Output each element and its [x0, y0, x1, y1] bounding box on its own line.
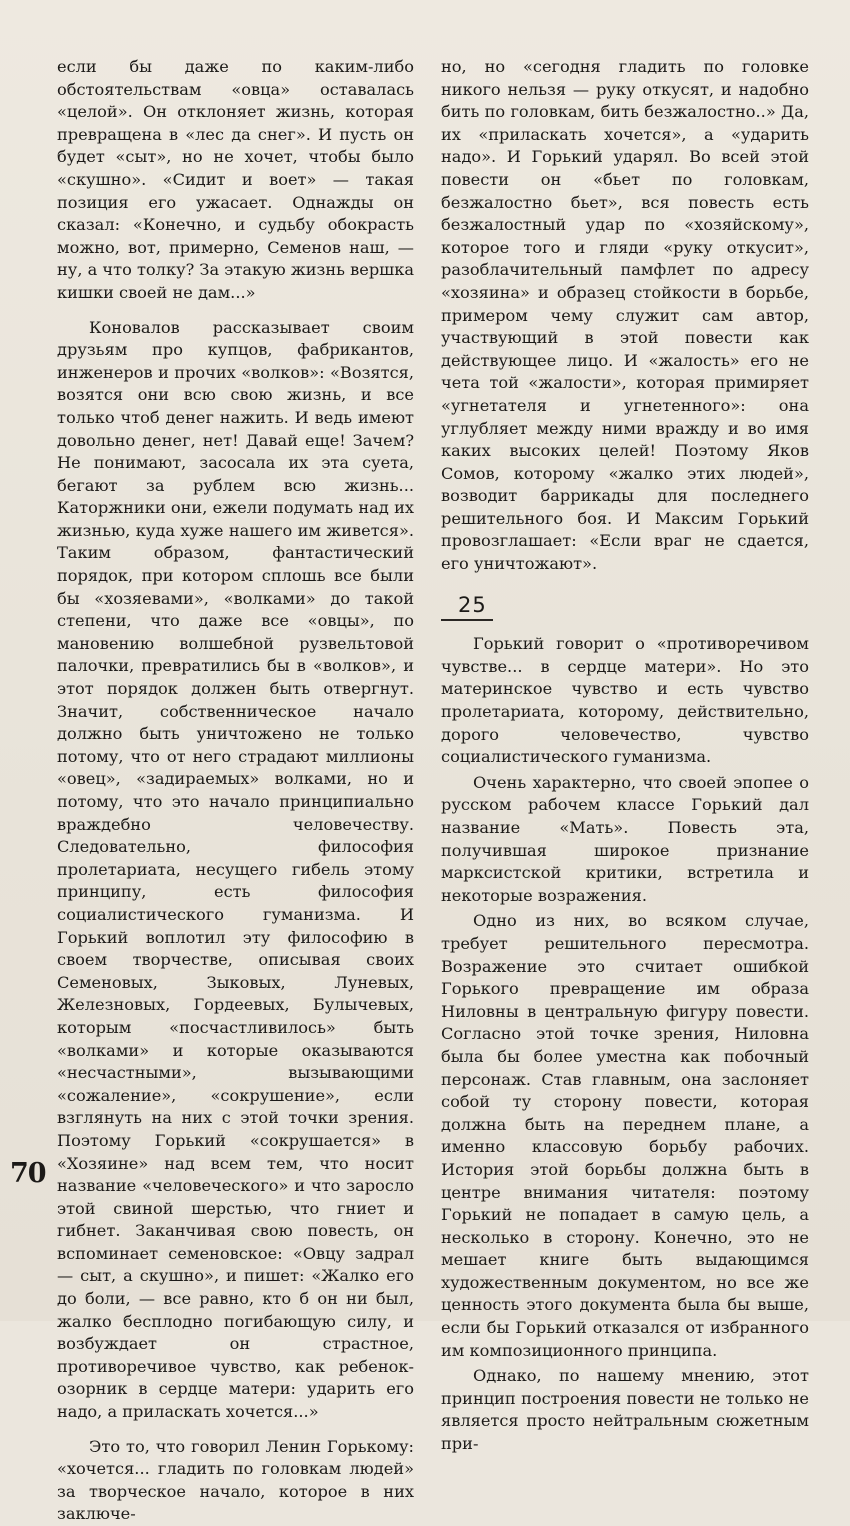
paragraph-mother-title: Очень характерно, что своей эпопее о русском рабочем классе Горький дал название «Мать». Повесть эта, получившая широкое признание марксистской критики, встретила и некоторые возражения. — [441, 772, 809, 905]
paragraph-continuation: но, но «сегодня гладить по головке никого нельзя — руку откусят, и надобно бить по головкам, бить безжалостно..» Да, их «приласкать хочется», а «ударить надо». И Горький ударял. Во всей этой повести он «бьет по головкам, безжалостно бьет», вся повесть есть безжалостный удар по «хозяйскому», которое того и гляди «руку откусит», разоблачительный памфлет по адресу «хозяина» и образец стойкости в борьбе, примером чему служит сам автор, участвующий в этой повести как действующее лицо. И «жалость» его не чета той «жалости», которая примиряет «угнетателя и угнетенного»: она углубляет между ними вражду и во имя каких высоких целей! Поэтому Яков Сомов, которому «жалко этих людей», возводит баррикады для последнего решительного боя. И Максим Горький провозглашает: «Если враг не сдается, его уничтожают». — [441, 57, 809, 574]
paragraph-lenin: Это то, что говорил Ленин Горькому: «хочется... гладить по головкам людей» за творческое начало, которое в них заключе- — [57, 1436, 414, 1524]
section-rule — [441, 619, 493, 621]
section-number: 25 — [458, 592, 487, 617]
paragraph-objection: Одно из них, во всяком случае, требует решительного пересмотра. Возражение это считает ошибкой Горького превращение им образа Ниловны в центральную фигуру повести. Согласно этой точке зрения, Ниловна была бы более уместна как побочный персонаж. Став главным, она заслоняет собой ту сторону повести, которая должна быть на переднем плане, а именно классовую борьбу рабочих. История этой борьбы должна быть в центре внимания читателя: поэтому Горький не попадает в самую цель, а несколько в сторону. Конечно, это не мешает книге быть выдающимся художественным документом, но все же ценность этого документа была бы выше, если бы Горький отказался от избранного им композиционного принципа. — [441, 911, 809, 1360]
right-column — [441, 56, 809, 1456]
paragraph-konovalov: Коновалов рассказывает своим друзьям про купцов, фабрикантов, инженеров и прочих «волков»: «Возятся, возятся они всю свою жизнь, и все только чтоб денег нажить. И ведь имеют довольно денег, нет! Давай еще! Зачем? Не понимают, засосала их эта суета, бегают за рублем всю жизнь... Каторжники они, ежели подумать над их жизнью, куда хуже нашего им живется». Таким образом, фантастический порядок, при котором сплошь все были бы «хозяевами», «волками» до такой степени, что даже все «овцы», по мановению волшебной рузвельтовой палочки, превратились бы в «волков», и этот порядок должен быть отвергнут. Значит, собственническое начало должно быть уничтожено не только потому, что от него страдают миллионы «овец», «задираемых» волками, но и потому, что это начало принципиально враждебно человечеству. Следовательно, философия пролетариата, несущего гибель этому принципу, есть философия социалистического гуманизма. И Горький воплотил эту философию в своем творчестве, описывая своих Семеновых, Зыковых, Луневых, Железновых, Гордеевых, Булычевых, которым «посчастливилось» быть «волками» и которые оказываются «несчастными», вызывающими «сожаление», «сокрушение», если взглянуть на них с этой точки зрения. Поэтому Горький «сокрушается» в «Хозяине» над всем тем, что носит название «человеческого» и что заросло этой свиной шерстью, что гниет и гибнет. Заканчивая свою повесть, он вспоминает семеновское: «Овцу задрал — сыт, а скушно», и пишет: «Жалко его до боли, — все равно, кто б он ни был, жалко бесплодно погибающую силу, и возбуждает он страстное, противоречивое чувство, как ребенок-озорник в сердце матери: ударить его надо, а приласкать хочется...» — [57, 317, 414, 1422]
paragraph-continued: если бы даже по каким-либо обстоятельствам «овца» оставалась «целой». Он отклоняет жизнь, которая превращена в «лес да снег». И пусть он будет «сыт», но не хочет, чтобы было «скушно». «Сидит и воет» — такая позиция его ужасает. Однажды он сказал: «Конечно, и судьбу обокрасть можно, вот, примерно, Семенов наш, — ну, а что толку? За этакую жизнь вершка кишки своей не дам...» — [57, 57, 414, 302]
left-column — [57, 56, 414, 1526]
page-number: 70 — [10, 1158, 46, 1189]
paragraph-however: Однако, по нашему мнению, этот принцип построения повести не только не является просто нейтральным сюжетным при- — [441, 1366, 809, 1454]
paragraph-contradictory-feeling: Горький говорит о «противоречивом чувстве... в сердце матери». Но это материнское чувство и есть чувство пролетариата, которому, действительно, дорого человечество, чувство социалистического гуманизма. — [441, 634, 809, 767]
